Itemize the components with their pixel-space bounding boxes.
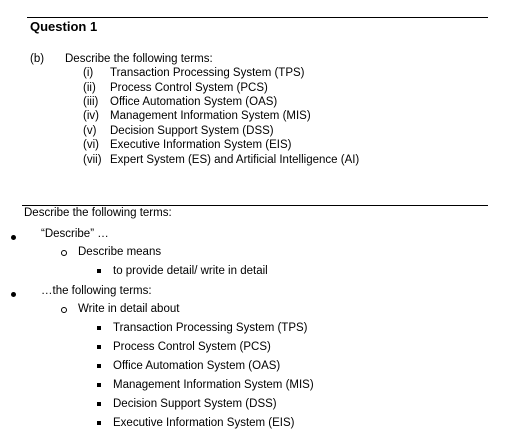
item-number: (i) xyxy=(83,67,94,79)
item-number: (v) xyxy=(83,125,97,137)
term-item: Process Control System (PCS) xyxy=(113,341,271,353)
part-label: (b) xyxy=(30,53,45,65)
item-number: (vii) xyxy=(83,154,102,166)
item-text: Office Automation System (OAS) xyxy=(110,96,278,108)
bullet-dot-icon xyxy=(11,292,16,297)
item-number: (iv) xyxy=(83,110,99,122)
item-text: Transaction Processing System (TPS) xyxy=(110,67,305,79)
answer-rule xyxy=(22,205,488,206)
bullet-square-icon xyxy=(97,421,101,425)
bullet-square-icon xyxy=(97,269,101,273)
bullet-circle-icon xyxy=(61,307,67,313)
item-text: Decision Support System (DSS) xyxy=(110,125,274,137)
answer-heading: Describe the following terms: xyxy=(24,207,172,219)
term-item: Management Information System (MIS) xyxy=(113,379,314,391)
bullet-text: “Describe” … xyxy=(41,228,109,240)
term-item: Decision Support System (DSS) xyxy=(113,398,277,410)
sub-bullet-text: Describe means xyxy=(78,246,162,258)
bullet-text: …the following terms: xyxy=(41,285,152,297)
subsub-bullet-text: to provide detail/ write in detail xyxy=(113,265,268,277)
question-title: Question 1 xyxy=(30,19,98,34)
question-prompt: Describe the following terms: xyxy=(65,53,213,65)
bullet-dot-icon xyxy=(11,235,16,240)
item-text: Process Control System (PCS) xyxy=(110,82,268,94)
item-number: (ii) xyxy=(83,82,96,94)
item-number: (vi) xyxy=(83,139,99,151)
bullet-circle-icon xyxy=(61,250,67,256)
term-item: Office Automation System (OAS) xyxy=(113,360,281,372)
bullet-square-icon xyxy=(97,326,101,330)
term-item: Executive Information System (EIS) xyxy=(113,417,295,429)
bullet-square-icon xyxy=(97,364,101,368)
item-text: Management Information System (MIS) xyxy=(110,110,311,122)
top-rule xyxy=(27,17,488,18)
item-text: Expert System (ES) and Artificial Intelligence (AI) xyxy=(110,154,360,166)
bullet-square-icon xyxy=(97,345,101,349)
item-text: Executive Information System (EIS) xyxy=(110,139,292,151)
bullet-square-icon xyxy=(97,402,101,406)
sub-bullet-text: Write in detail about xyxy=(78,303,180,315)
bullet-square-icon xyxy=(97,383,101,387)
item-number: (iii) xyxy=(83,96,99,108)
term-item: Transaction Processing System (TPS) xyxy=(113,322,308,334)
